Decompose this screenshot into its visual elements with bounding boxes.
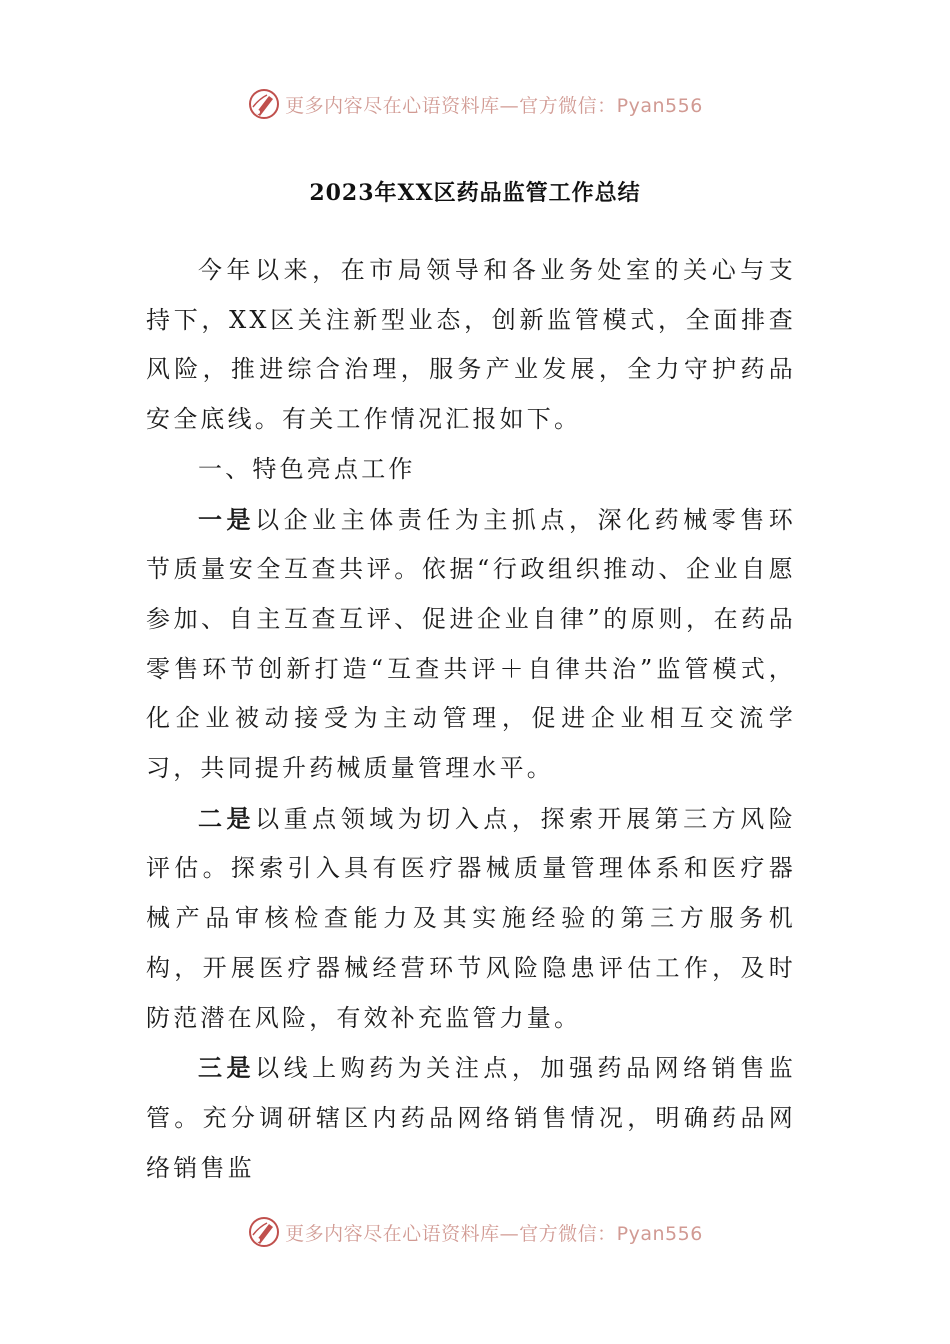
point-text-1: 以企业主体责任为主抓点，深化药械零售环节质量安全互查共评。依据“行政组织推动、企业自愿参加、自主互查互评、促进企业自律”的原则，在药品零售环节创新打造“互查共评＋自律共治”监管模式，化企业被动接受为主动管理，促进企业相互交流学习，共同提升药械质量管理水平。 bbox=[146, 505, 796, 783]
header-watermark bbox=[0, 84, 950, 124]
pen-nib-logo-icon bbox=[247, 1215, 281, 1249]
document-body bbox=[146, 246, 796, 1193]
watermark-text: 更多内容尽在心语资料库—官方微信：Pyan556 bbox=[285, 1222, 703, 1245]
intro-paragraph: 今年以来，在市局领导和各业务处室的关心与支持下，XX区关注新型业态，创新监管模式，全面排查风险，推进综合治理，服务产业发展，全力守护药品安全底线。有关工作情况汇报如下。 bbox=[146, 256, 796, 434]
point-paragraph-1 bbox=[146, 495, 796, 794]
point-lead-1: 一是 bbox=[198, 504, 256, 534]
document-title: 2023年XX区药品监管工作总结 bbox=[309, 180, 641, 206]
point-paragraph-3 bbox=[146, 1043, 796, 1193]
footer-watermark bbox=[0, 1212, 950, 1252]
point-paragraph-2 bbox=[146, 794, 796, 1044]
pen-nib-logo-icon bbox=[247, 87, 281, 121]
section-heading: 一、特色亮点工作 bbox=[198, 454, 416, 483]
watermark-text: 更多内容尽在心语资料库—官方微信：Pyan556 bbox=[285, 94, 703, 117]
point-lead-3: 三是 bbox=[198, 1053, 256, 1083]
wechat-id: Pyan556 bbox=[616, 94, 703, 117]
point-text-2: 以重点领域为切入点，探索开展第三方风险评估。探索引入具有医疗器械质量管理体系和医疗器械产品审核检查能力及其实施经验的第三方服务机构，开展医疗器械经营环节风险隐患评估工作，及时防范潜在风险，有效补充监管力量。 bbox=[146, 804, 796, 1032]
wechat-id: Pyan556 bbox=[616, 1222, 703, 1245]
point-lead-2: 二是 bbox=[198, 803, 256, 833]
point-text-3: 以线上购药为关注点，加强药品网络销售监管。充分调研辖区内药品网络销售情况，明确药品网络销售监 bbox=[146, 1054, 796, 1182]
